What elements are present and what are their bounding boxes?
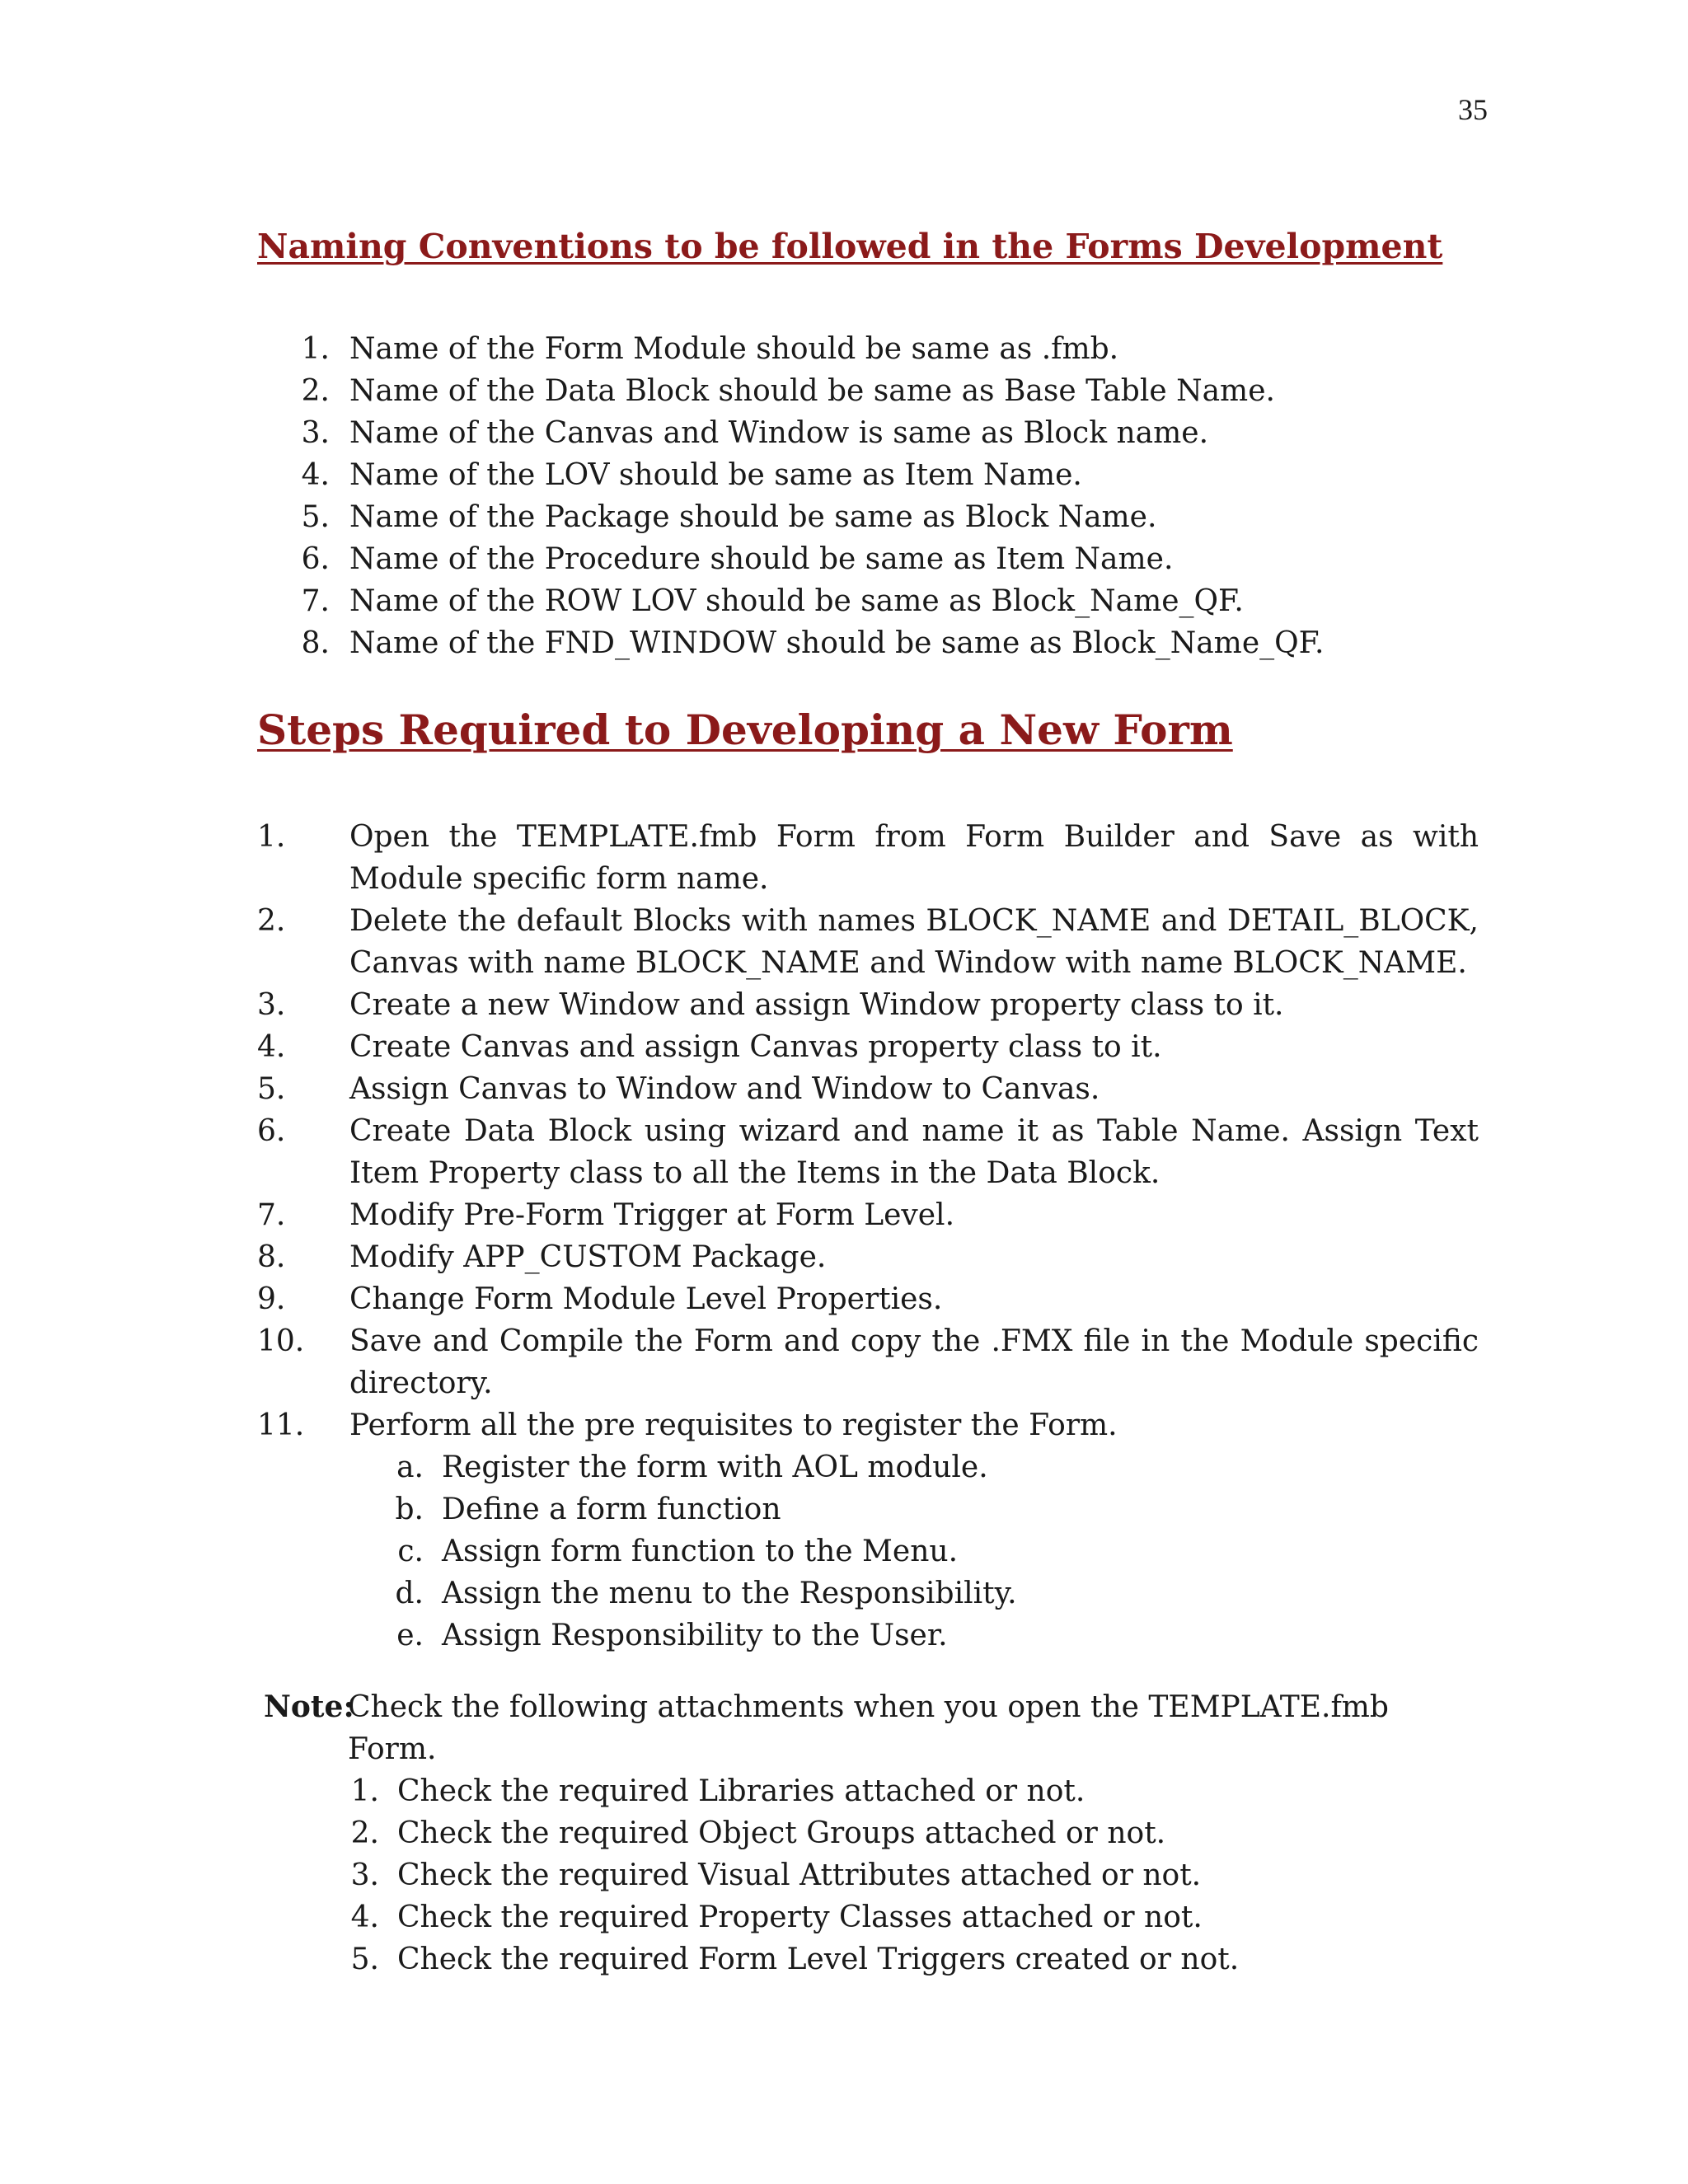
list-number: 5. — [350, 1943, 379, 1976]
list-item — [257, 1404, 1479, 1446]
list-item — [257, 1194, 1479, 1236]
steps-list — [257, 816, 1479, 1657]
list-text: Modify APP_CUSTOM Package. — [349, 1240, 827, 1274]
list-item — [345, 1854, 1484, 1896]
list-text: Check the required Property Classes attached or not. — [397, 1900, 1203, 1934]
list-number: 8. — [257, 1240, 286, 1274]
list-number: 7. — [257, 1198, 286, 1232]
sub-list-container — [257, 1446, 1479, 1657]
list-text: Save and Compile the Form and copy the .FMX file in the Module specific directory. — [349, 1324, 1479, 1400]
list-item — [345, 1812, 1484, 1854]
sub-list-letter: b. — [395, 1493, 424, 1526]
note-block — [264, 1686, 1484, 1980]
list-text: Check the required Form Level Triggers created or not. — [397, 1943, 1240, 1976]
list-text: Name of the LOV should be same as Item Name. — [349, 458, 1082, 492]
list-text: Perform all the pre requisites to register the Form. — [349, 1408, 1118, 1442]
list-item — [257, 1110, 1479, 1194]
list-number: 11. — [257, 1408, 305, 1442]
list-item — [257, 1026, 1479, 1068]
list-number: 10. — [257, 1324, 305, 1358]
list-text: Open the TEMPLATE.fmb Form from Form Builder and Save as with Module specific form name. — [349, 820, 1479, 896]
list-number: 1. — [350, 1774, 379, 1808]
list-item — [288, 454, 1525, 496]
list-item — [257, 984, 1479, 1026]
list-number: 4. — [257, 1030, 286, 1064]
list-text: Check the required Libraries attached or not. — [397, 1774, 1085, 1808]
list-text: Name of the Form Module should be same as .fmb. — [349, 332, 1119, 366]
list-text: Change Form Module Level Properties. — [349, 1282, 943, 1316]
list-number: 5. — [257, 1072, 286, 1106]
steps-heading: Steps Required to Developing a New Form — [257, 705, 1233, 754]
page-number: 35 — [1458, 93, 1488, 126]
list-item — [257, 1320, 1479, 1404]
list-text: Name of the Canvas and Window is same as Block name. — [349, 416, 1209, 450]
naming-conventions-heading: Naming Conventions to be followed in the Forms Development — [257, 227, 1443, 266]
note-checklist — [264, 1770, 1484, 1980]
list-item — [288, 622, 1525, 664]
list-number: 3. — [350, 1858, 379, 1892]
list-number: 2. — [257, 904, 286, 938]
sub-list-letter: e. — [396, 1619, 424, 1652]
list-number: 3. — [257, 988, 286, 1022]
list-text: Name of the Procedure should be same as Item Name. — [349, 542, 1174, 576]
list-item — [288, 538, 1525, 580]
list-number: 2. — [350, 1816, 379, 1850]
list-item — [257, 900, 1479, 984]
naming-conventions-list — [288, 328, 1525, 664]
list-text: Check the required Visual Attributes attached or not. — [397, 1858, 1202, 1892]
list-item — [345, 1938, 1484, 1980]
list-text: Create Data Block using wizard and name it as Table Name. Assign Text Item Property class to all the Items in the Data Block. — [349, 1114, 1479, 1190]
list-text: Delete the default Blocks with names BLOCK_NAME and DETAIL_BLOCK, Canvas with name BLOCK_NAME and Window with name BLOCK_NAME. — [349, 904, 1479, 980]
sub-list-text: Assign form function to the Menu. — [442, 1535, 959, 1568]
list-number: 9. — [257, 1282, 286, 1316]
list-item — [257, 1236, 1479, 1278]
list-item — [288, 412, 1525, 454]
list-item — [257, 816, 1479, 900]
list-item — [288, 370, 1525, 412]
sub-list-letter: d. — [395, 1577, 424, 1610]
list-number: 5. — [301, 500, 330, 534]
sub-steps-list — [257, 1446, 1479, 1657]
list-number: 1. — [257, 820, 286, 854]
sub-list-item — [349, 1488, 1479, 1530]
list-text: Name of the Package should be same as Block Name. — [349, 500, 1157, 534]
list-text: Name of the Data Block should be same as Base Table Name. — [349, 374, 1275, 408]
sub-list-text: Assign the menu to the Responsibility. — [442, 1577, 1017, 1610]
note-intro-line — [264, 1686, 1484, 1770]
note-intro-text: Check the following attachments when you open the TEMPLATE.fmb Form. — [348, 1690, 1389, 1766]
sub-list-item — [349, 1530, 1479, 1572]
list-text: Check the required Object Groups attached or not. — [397, 1816, 1166, 1850]
list-item — [288, 496, 1525, 538]
sub-list-text: Define a form function — [442, 1493, 781, 1526]
list-number: 3. — [301, 416, 330, 450]
list-item — [257, 1068, 1479, 1110]
list-number: 6. — [257, 1114, 286, 1148]
list-number: 6. — [301, 542, 330, 576]
list-number: 1. — [301, 332, 330, 366]
sub-list-item — [349, 1446, 1479, 1488]
list-item — [288, 328, 1525, 370]
list-item — [345, 1770, 1484, 1812]
list-number: 4. — [350, 1900, 379, 1934]
list-number: 8. — [301, 626, 330, 660]
list-text: Name of the FND_WINDOW should be same as Block_Name_QF. — [349, 626, 1325, 660]
list-text: Assign Canvas to Window and Window to Canvas. — [349, 1072, 1100, 1106]
list-text: Create Canvas and assign Canvas property class to it. — [349, 1030, 1162, 1064]
sub-list-text: Register the form with AOL module. — [442, 1451, 988, 1484]
list-text: Name of the ROW LOV should be same as Block_Name_QF. — [349, 584, 1244, 618]
list-number: 2. — [301, 374, 330, 408]
sub-list-item — [349, 1572, 1479, 1615]
list-item — [345, 1896, 1484, 1938]
sub-list-letter: c. — [397, 1535, 424, 1568]
sub-list-letter: a. — [396, 1451, 424, 1484]
note-label: Note: — [264, 1690, 354, 1724]
sub-list-text: Assign Responsibility to the User. — [442, 1619, 948, 1652]
list-text: Create a new Window and assign Window property class to it. — [349, 988, 1284, 1022]
sub-list-item — [349, 1615, 1479, 1657]
list-number: 7. — [301, 584, 330, 618]
list-item — [257, 1278, 1479, 1320]
list-number: 4. — [301, 458, 330, 492]
list-text: Modify Pre-Form Trigger at Form Level. — [349, 1198, 955, 1232]
list-item — [288, 580, 1525, 622]
